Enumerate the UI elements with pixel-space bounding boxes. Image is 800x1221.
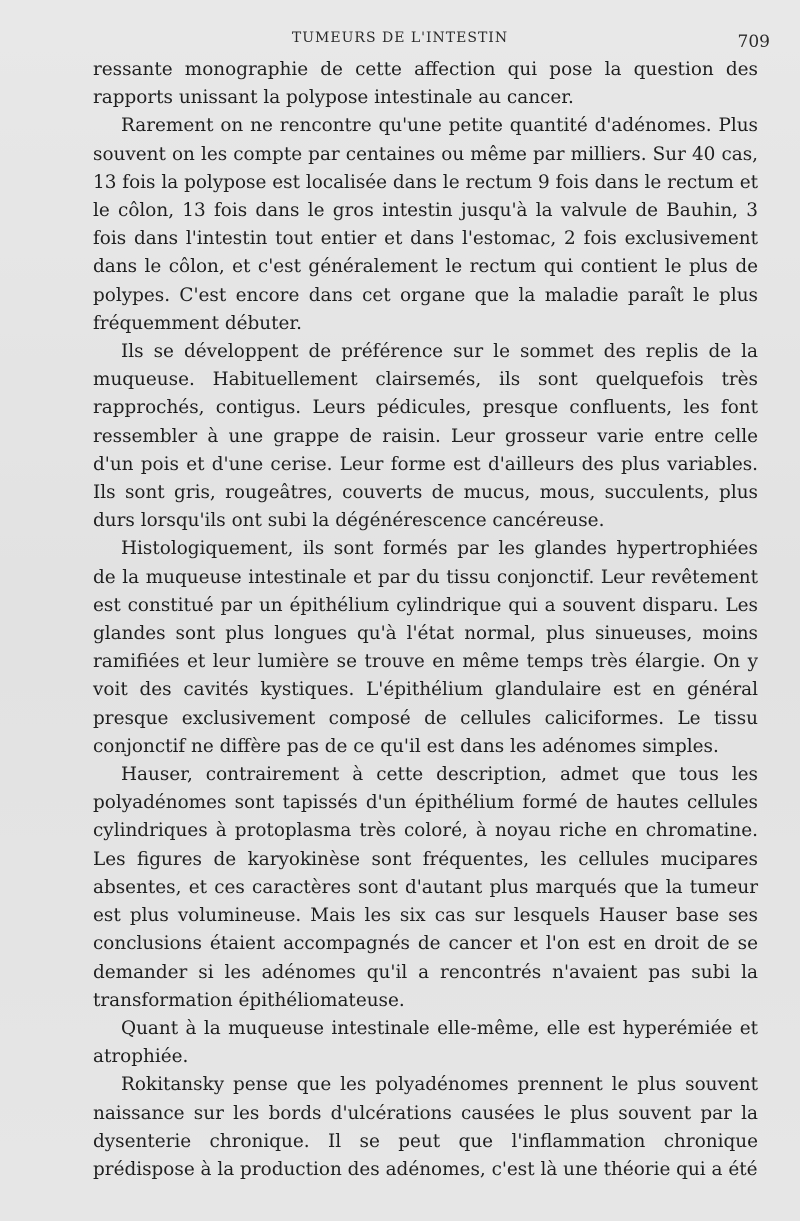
paragraph-muqueuse: Quant à la muqueuse intestinale elle-même, elle est hyperémiée et atrophiée.: [93, 1017, 758, 1068]
paragraph-histology: Histologiquement, ils sont formés par les glandes hypertrophiées de la muqueuse intestinale et par du tissu conjonctif. Leur revêtement est constitué par un épithélium cylindrique qui a souvent disparu. Les glandes sont plus longues qu'à l'état normal, plus sinueuses, moins ramifiées et leur lumière se trouve en même temps très élargie. On y voit des cavités kystiques. L'épithélium glandulaire est en général presque exclusivement composé de cellules caliciformes. Le tissu conjonctif ne diffère pas de ce qu'il est dans les adénomes simples.: [93, 538, 758, 757]
paragraph-polypose-distribution: Rarement on ne rencontre qu'une petite quantité d'adénomes. Plus souvent on les compte par centaines ou même par milliers. Sur 40 cas, 13 fois la polypose est localisée dans le rectum 9 fois dans le rectum et le côlon, 13 fois dans le gros intestin jusqu'à la valvule de Bauhin, 3 fois dans l'intestin tout entier et dans l'estomac, 2 fois exclusivement dans le côlon, et c'est généralement le rectum qui contient le plus de polypes. C'est encore dans cet organe que la maladie paraît le plus fréquemment débuter.: [93, 115, 758, 334]
body-text: [93, 56, 758, 1184]
paragraph-hauser: Hauser, contrairement à cette description, admet que tous les polyadénomes sont tapissés d'un épithélium formé de hautes cellules cylindriques à protoplasma très coloré, à noyau riche en chromatine. Les figures de karyokinèse sont fréquentes, les cellules mucipares absentes, et ces caractères sont d'autant plus marqués que la tumeur est plus volumineuse. Mais les six cas sur lesquels Hauser base ses conclusions étaient accompagnés de cancer et l'on est en droit de se demander si les adénomes qu'il a rencontrés n'avaient pas subi la transformation épithéliomateuse.: [93, 764, 758, 1011]
paragraph-development: Ils se développent de préférence sur le sommet des replis de la muqueuse. Habituellement clairsemés, ils sont quelquefois très rapprochés, contigus. Leurs pédicules, presque confluents, les font ressembler à une grappe de raisin. Leur grosseur varie entre celle d'un pois et d'une cerise. Leur forme est d'ailleurs des plus variables. Ils sont gris, rougeâtres, couverts de mucus, mous, succulents, plus durs lorsqu'ils ont subi la dégénérescence cancéreuse.: [93, 341, 758, 532]
running-title: TUMEURS DE L'INTESTIN: [291, 30, 509, 46]
page-number: 709: [737, 32, 770, 52]
paragraph-rokitansky: Rokitansky pense que les polyadénomes prennent le plus souvent naissance sur les bords d'ulcérations causées le plus souvent par la dysenterie chronique. Il se peut que l'inflammation chronique prédispose à la production des adénomes, c'est là une théorie qui a été: [93, 1074, 758, 1180]
paragraph-continuation: ressante monographie de cette affection qui pose la question des rapports unissant la polypose intestinale au cancer.: [93, 59, 758, 109]
